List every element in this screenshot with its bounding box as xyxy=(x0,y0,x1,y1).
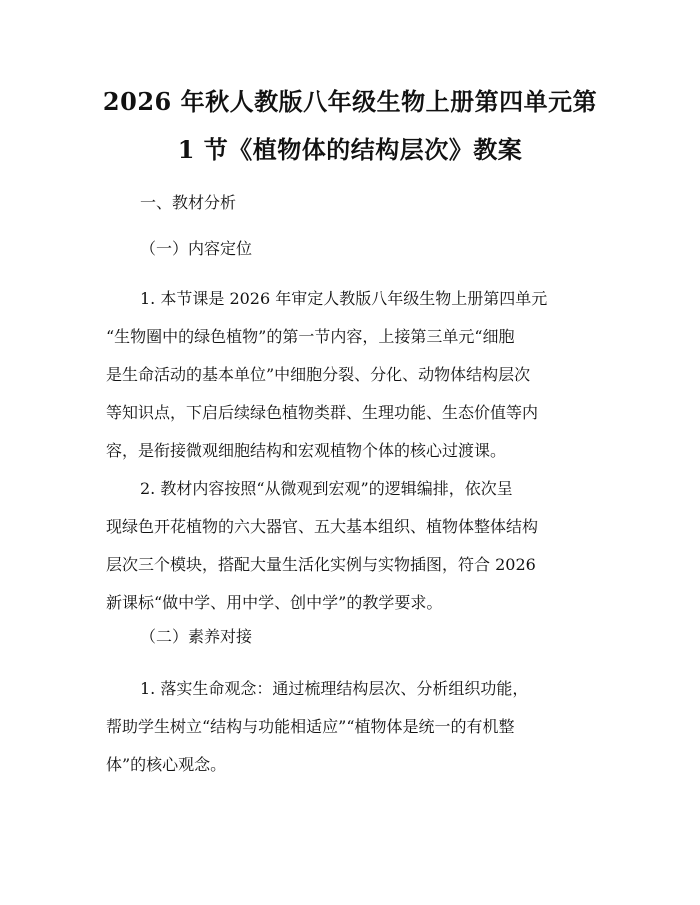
paragraph-line: “生物圈中的绿色植物”的第一节内容，上接第三单元“细胞 xyxy=(106,327,515,346)
paragraph-literacy-alignment-1 xyxy=(106,677,602,791)
paragraph-line: 体”的核心观念。 xyxy=(106,755,227,774)
paragraph-line: 现绿色开花植物的六大器官、五大基本组织、植物体整体结构 xyxy=(106,517,539,536)
paragraph-content-positioning-1 xyxy=(106,287,602,477)
paragraph-line: 等知识点，下启后续绿色植物类群、生理功能、生态价值等内 xyxy=(106,403,539,422)
paragraph-line: 层次三个模块，搭配大量生活化实例与实物插图，符合 2026 xyxy=(106,555,536,574)
paragraph-line: 1. 落实生命观念：通过梳理结构层次、分析组织功能， xyxy=(140,679,529,698)
paragraph-line: 2. 教材内容按照“从微观到宏观”的逻辑编排，依次呈 xyxy=(140,479,513,498)
paragraph-content-positioning-2 xyxy=(106,477,602,629)
paragraph-line: 容，是衔接微观细胞结构和宏观植物个体的核心过渡课。 xyxy=(106,441,507,460)
subsection-heading-literacy-alignment: （二）素养对接 xyxy=(140,627,253,646)
paragraph-line: 是生命活动的基本单位”中细胞分裂、分化、动物体结构层次 xyxy=(106,365,531,384)
section-heading-textbook-analysis: 一、教材分析 xyxy=(140,193,237,212)
paragraph-line: 1. 本节课是 2026 年审定人教版八年级生物上册第四单元 xyxy=(140,289,548,308)
paragraph-line: 新课标“做中学、用中学、创中学”的教学要求。 xyxy=(106,593,443,612)
paragraph-line: 帮助学生树立“结构与功能相适应”“植物体是统一的有机整 xyxy=(106,717,515,736)
subsection-heading-content-positioning: （一）内容定位 xyxy=(140,239,253,258)
document-title-line-2: 1 节《植物体的结构层次》教案 xyxy=(177,135,523,164)
document-title-line-1: 2026 年秋人教版八年级生物上册第四单元第 xyxy=(102,87,598,116)
